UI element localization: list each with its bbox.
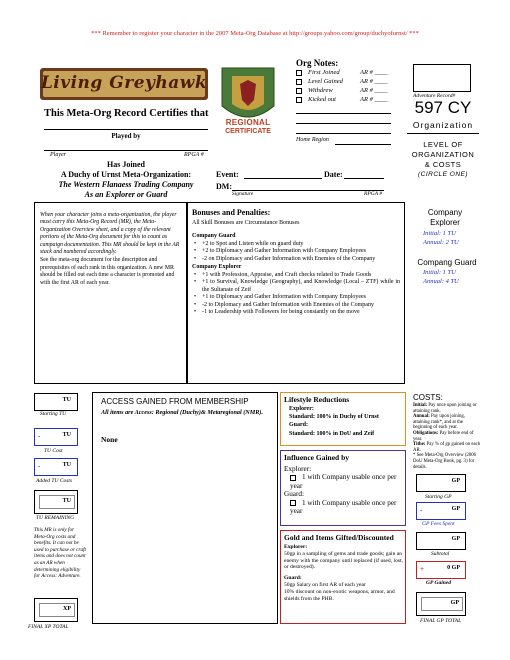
note-line bbox=[296, 113, 391, 114]
logo-lettering: Living Greyhawk bbox=[40, 73, 208, 93]
gold-details: Explorer: 50gp in a sampling of gems and trade goods; gain an enemy with the company until replaced (if used, lost, or destroyed). Guard: 50gp Salary on first AR of each year 10% discount on non-exotic weapons, armor, and shields from the PHB. bbox=[284, 544, 403, 602]
bonus-item: • +2 to Spot and Listen while on guard duty bbox=[192, 241, 400, 249]
bonus-item: • -1 to Leadership with Followers for being constantly on the move bbox=[192, 309, 400, 317]
explorer-bonus-title: Company Explorer bbox=[192, 264, 242, 270]
access-title: ACCESS GAINED FROM MEMBERSHIP bbox=[101, 397, 249, 406]
org-note-item[interactable]: First Joined AR # ____ bbox=[296, 69, 396, 78]
costs-title: COSTS: bbox=[413, 393, 443, 402]
final-xp-label: FINAL XP TOTAL bbox=[28, 624, 69, 630]
certify-title: This Meta-Org Record Certifies that bbox=[44, 108, 209, 119]
rpga-label: RPGA # bbox=[184, 152, 204, 158]
checkbox-icon bbox=[296, 97, 302, 103]
gp-fees-box[interactable]: - GP bbox=[416, 502, 466, 520]
signature-label: Signature bbox=[232, 191, 254, 197]
gold-title: Gold and Items Gifted/Discounted bbox=[284, 533, 394, 542]
bonuses-subtitle: All Skill Bonuses are Circumstance Bonuses bbox=[192, 219, 300, 226]
divider bbox=[407, 133, 479, 134]
access-box bbox=[92, 392, 278, 624]
final-gp-box[interactable]: GP bbox=[416, 592, 466, 616]
note-line bbox=[296, 123, 391, 124]
gp-gained-box[interactable]: + 0 GP bbox=[416, 561, 466, 579]
player-label: Player bbox=[50, 152, 66, 158]
adventure-record-label: Adventure Record# bbox=[413, 93, 456, 99]
influence-box bbox=[280, 450, 406, 526]
column-divider bbox=[186, 202, 188, 384]
bonus-item: • +1 to Survival, Knowledge (Geography), and Knowledge (Local – ZTF) while in the Sultanate of Zeif bbox=[192, 279, 400, 294]
explorer-costs: Initial: 1 TU Annual: 2 TU bbox=[423, 230, 459, 246]
final-gp-label: FINAL GP TOTAL bbox=[420, 618, 462, 624]
subtotal-box[interactable]: GP bbox=[416, 532, 466, 550]
costs-definitions: Initial: Pay once upon joining or attaining rank. Annual: Pay upon joining, attaining rank*, and at the beginning of each year. Obligations: Pay before end of year. Tithe: Pay % of gp gained on each AR. * See Meta-Org Overview (2006 DoU Meta-Org Book, pg. 3) for details. bbox=[413, 403, 481, 470]
access-none: None bbox=[101, 435, 118, 444]
org-note-item[interactable]: Withdrew AR # ____ bbox=[296, 87, 396, 96]
gp-fees-label: GP Fees Spent bbox=[422, 521, 455, 527]
played-by-label: Played by bbox=[111, 132, 141, 140]
checkbox-icon[interactable] bbox=[290, 475, 296, 481]
starting-tu-label: Starting TU bbox=[40, 411, 67, 417]
subtotal-label: Subtotal bbox=[431, 551, 450, 557]
event-line[interactable] bbox=[244, 178, 322, 179]
tu-cost-box[interactable]: - TU bbox=[34, 428, 78, 446]
lifestyle-box bbox=[280, 392, 406, 446]
added-tu-box[interactable]: - TU bbox=[34, 458, 78, 476]
dm-line[interactable] bbox=[232, 190, 384, 191]
adventure-record-box[interactable] bbox=[413, 64, 471, 92]
level-company-guard[interactable]: Compang Guard bbox=[417, 258, 477, 267]
starting-gp-box[interactable]: GP bbox=[416, 474, 466, 492]
player-line[interactable] bbox=[44, 150, 208, 151]
home-region-label: Home Region bbox=[296, 137, 329, 143]
year-label: 597 CY bbox=[414, 98, 472, 117]
guard-costs: Initial: 1 TU Annual: 4 TU bbox=[423, 269, 459, 285]
intro-text: When your character joins a meta-organization, the player must carry this Meta-Org Record (MR), the Meta-Organization Overview sheet, and a copy of the relevant portions of the Meta-Org document for this to count as campaign documentation. This MR should be kept in the AR stack and numbered accordingly. See the meta-org document for the description and prerequisites of each rank in this organization. A new MR should be filled out each time a character is promoted and with the first AR of each year. bbox=[40, 212, 180, 286]
checkbox-icon bbox=[296, 70, 302, 76]
level-company-explorer[interactable]: Company Explorer bbox=[427, 208, 463, 227]
added-tu-label: Added TU Costs bbox=[36, 478, 73, 484]
organization-label: Organization bbox=[412, 120, 474, 130]
starting-tu-box[interactable]: TU bbox=[34, 393, 78, 411]
access-subtitle: All items are Access: Regional (Duchy)& Metaregional (NMR). bbox=[101, 409, 264, 416]
gold-box bbox=[280, 530, 406, 624]
registration-notice: *** Remember to register your character in the 2007 Meta-Org Database at http://groups.yahoo.com/group/duchyofurnst/ *** bbox=[91, 30, 419, 37]
regional-certificate-stamp bbox=[218, 66, 278, 148]
tu-remaining-box[interactable]: TU bbox=[34, 490, 78, 514]
stamp-line1: REGIONAL bbox=[225, 118, 271, 127]
influence-title: Influence Gained by bbox=[284, 453, 350, 462]
bonus-item: • +1 to Diplomacy and Gather Information with Company Employees bbox=[192, 294, 400, 302]
stamp-line2: CERTIFICATE bbox=[225, 128, 271, 135]
gp-gained-label: GP Gained bbox=[426, 580, 452, 586]
date-line[interactable] bbox=[344, 178, 384, 179]
tu-cost-label: TU Cost bbox=[44, 448, 63, 454]
guard-bonus-title: Company Guard bbox=[192, 233, 236, 239]
home-region-line[interactable] bbox=[335, 144, 391, 145]
rpga-label-2: RPGA # bbox=[364, 191, 383, 197]
org-notes-title: Org Notes: bbox=[296, 58, 339, 68]
bonus-item: • +1 with Profession, Appraise, and Craft checks related to Trade Goods bbox=[192, 272, 400, 280]
dm-label: DM: bbox=[216, 182, 232, 191]
bonus-item: • -2 on Diplomacy and Gather Information with Enemies of the Company bbox=[192, 256, 400, 264]
bonus-item: • +2 to Diplomacy and Gather Information with Company Employees bbox=[192, 248, 400, 256]
bonuses-section bbox=[192, 209, 400, 317]
membership-statement: Has Joined A Duchy of Urnst Meta-Organization: The Western Flanaess Trading Company As an Explorer or Guard bbox=[58, 160, 194, 199]
influence-details: Explorer: 1 with Company usable once per year Guard: 1 with Company usable once per year bbox=[284, 465, 397, 516]
tu-remaining-label: TU REMAINING bbox=[36, 515, 75, 521]
starting-gp-label: Starting GP bbox=[425, 494, 452, 500]
note-line bbox=[296, 133, 391, 134]
lifestyle-title: Lifestyle Reductions bbox=[284, 395, 350, 404]
bonus-item: • -2 to Diplomacy and Gather Information with Enemies of the Company bbox=[192, 302, 400, 310]
event-label: Event: bbox=[216, 170, 239, 179]
org-note-item[interactable]: Level Gained AR # ____ bbox=[296, 78, 396, 87]
checkbox-icon bbox=[296, 79, 302, 85]
org-notes-list bbox=[296, 69, 396, 105]
checkbox-icon[interactable] bbox=[290, 500, 296, 506]
lifestyle-details: Explorer: Standard: 100% in Duchy of Urnst Guard: Standard: 100% in DoU and Zeif bbox=[289, 406, 379, 437]
checkbox-icon bbox=[296, 88, 302, 94]
mr-usage-note: This MR is only for Meta-Org costs and benefits. It can not be used to purchase or craft items and does not count as an AR when determining eligibility for Access: Adventure. bbox=[34, 527, 86, 580]
date-label: Date: bbox=[324, 170, 343, 179]
bonuses-title: Bonuses and Penalties: bbox=[192, 208, 271, 217]
org-note-item[interactable]: Kicked out AR # ____ bbox=[296, 96, 396, 105]
final-xp-box[interactable]: XP bbox=[34, 598, 78, 622]
character-name-line[interactable] bbox=[44, 129, 208, 130]
living-greyhawk-logo bbox=[40, 68, 208, 100]
level-costs-heading: LEVEL OF ORGANIZATION & COSTS (CIRCLE ONE) bbox=[411, 140, 475, 178]
